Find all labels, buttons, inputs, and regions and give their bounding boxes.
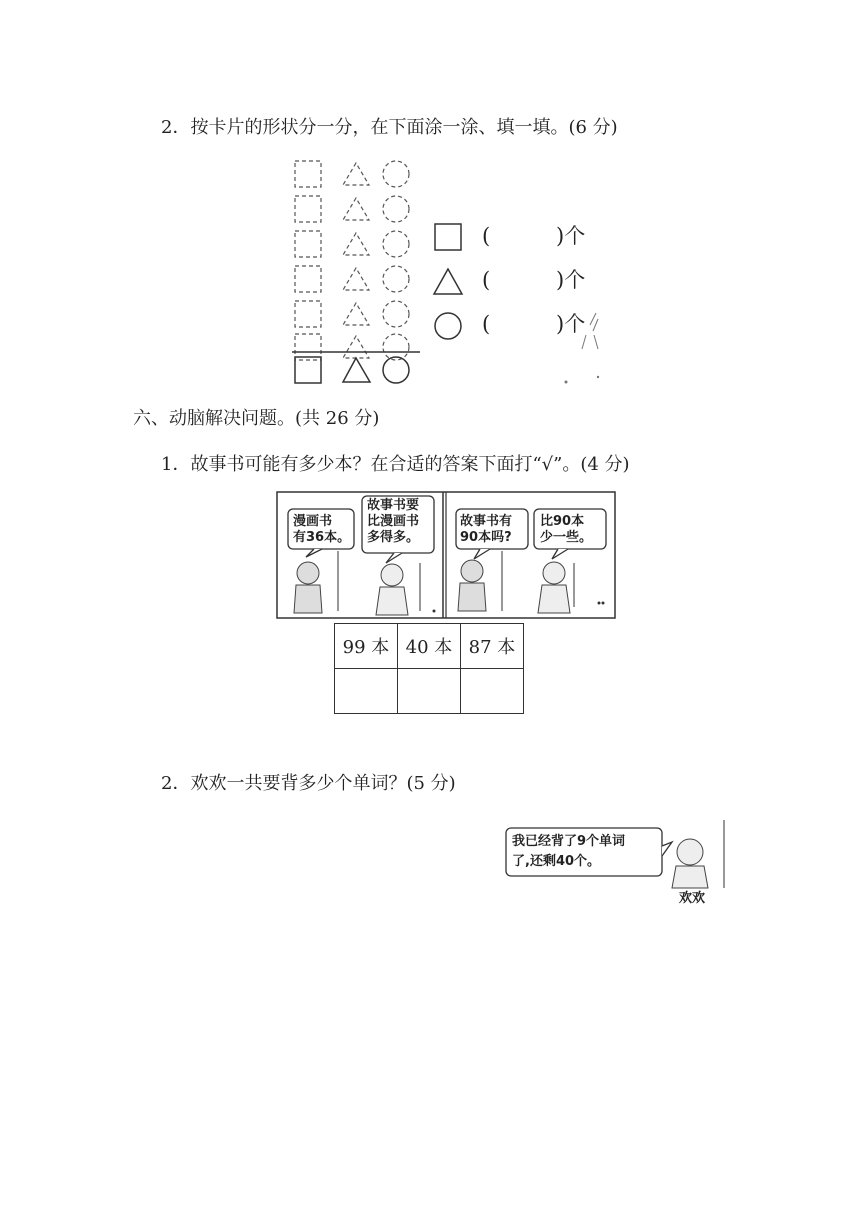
huanhuan-bubble-line2: 了,还剩40个。 [512, 854, 601, 869]
answer-table [334, 623, 524, 714]
dashed-triangles [343, 163, 369, 358]
option-40: 40 本 [398, 624, 461, 669]
check-cell-87[interactable] [461, 669, 524, 714]
section6-title: 六、动脑解决问题。(共 26 分) [133, 408, 380, 429]
square-count-close: )个 [556, 224, 586, 248]
huanhuan-bubble-line1: 我已经背了9个单词 [512, 834, 626, 849]
boy-figure-1 [294, 562, 322, 613]
square-count-open: ( [482, 224, 491, 248]
bubble-1-line1: 漫画书 [293, 514, 333, 529]
huanhuan-name: 欢欢 [679, 891, 706, 906]
triangle-count-open: ( [482, 268, 491, 292]
scribble-marks [560, 305, 610, 385]
comic-strip [276, 491, 616, 619]
dashed-circles [383, 161, 409, 360]
q2-shapes-title: 2．按卡片的形状分一分，在下面涂一涂、填一填。(6 分) [161, 117, 618, 138]
bubble-2-line1: 故事书要 [367, 498, 420, 513]
dashed-squares [295, 161, 321, 360]
circle-count-open: ( [482, 312, 491, 336]
boy-figure-2 [458, 560, 486, 611]
bubble-4-line2: 少一些。 [540, 530, 593, 545]
circle-count-blank[interactable] [498, 314, 548, 336]
bubble-1-line2: 有36本。 [293, 530, 351, 545]
triangle-count-close: )个 [556, 268, 586, 292]
option-99: 99 本 [335, 624, 398, 669]
bubble-2-line2: 比漫画书 [367, 514, 420, 529]
check-cell-99[interactable] [335, 669, 398, 714]
square-legend-icon [434, 223, 464, 253]
bubble-3-line1: 故事书有 [460, 514, 513, 529]
bubble-2-line3: 多得多。 [367, 530, 420, 545]
square-count-blank[interactable] [498, 226, 548, 248]
q2-words-title: 2．欢欢一共要背多少个单词？(5 分) [161, 773, 456, 794]
check-cell-40[interactable] [398, 669, 461, 714]
circle-legend-icon [433, 311, 465, 343]
bubble-3-line2: 90本吗? [460, 530, 512, 545]
triangle-count-blank[interactable] [498, 270, 548, 292]
triangle-legend-icon [433, 267, 465, 297]
shape-cards-figure [290, 155, 430, 395]
solid-shapes [295, 357, 409, 383]
option-87: 87 本 [461, 624, 524, 669]
circle-count-close: )个 [556, 312, 586, 336]
bubble-4-line1: 比90本 [540, 514, 585, 529]
q1-title: 1．故事书可能有多少本？在合适的答案下面打“√”。(4 分) [161, 454, 630, 475]
